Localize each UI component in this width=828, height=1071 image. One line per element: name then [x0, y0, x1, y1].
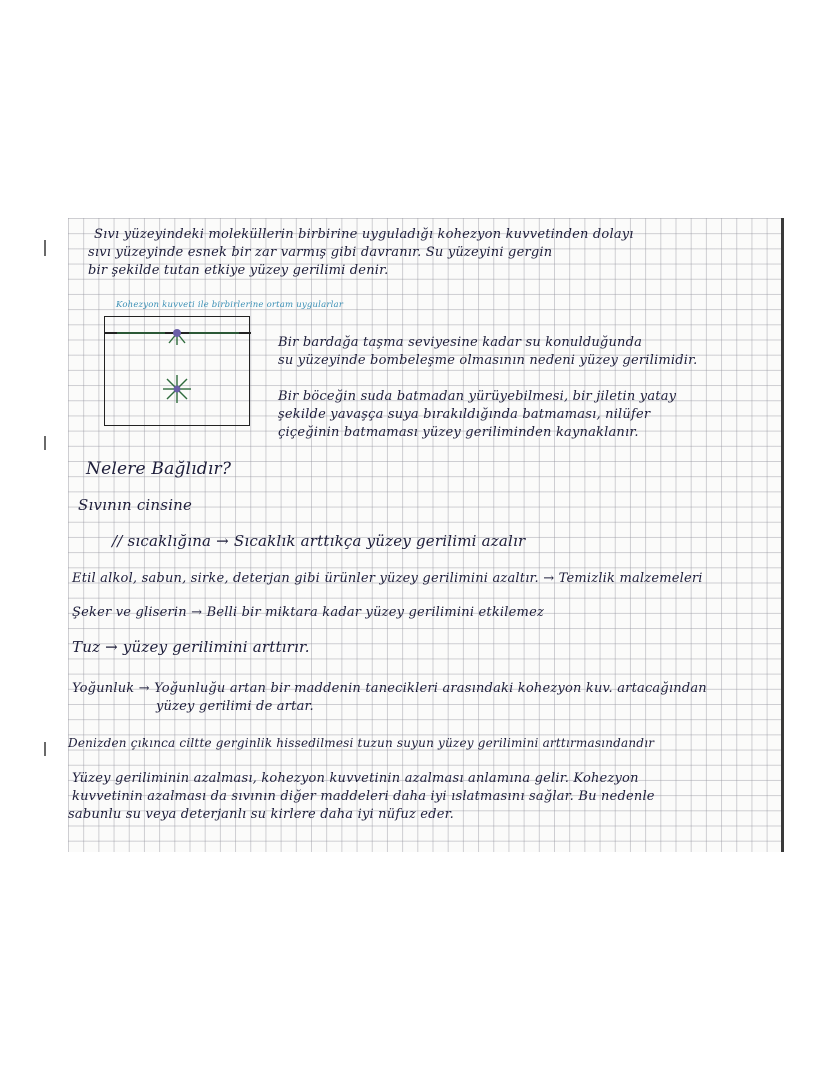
margin-tick: [44, 240, 46, 256]
factor-line-5: Tuz → yüzey gerilimini arttırır.: [72, 638, 310, 656]
inner-molecule: [174, 386, 181, 393]
example-line-3: Bir böceğin suda batmadan yürüyebilmesi, bir jiletin yatay: [278, 389, 677, 404]
factor-line-11: sabunlu su veya deterjanlı su kirlere daha iyi nüfuz eder.: [68, 807, 454, 822]
factor-line-3: Etil alkol, sabun, sirke, deterjan gibi ürünler yüzey gerilimini azaltır. → Temizlik malzemeleri: [72, 571, 703, 586]
example-line-1: Bir bardağa taşma seviyesine kadar su konulduğunda: [278, 335, 643, 350]
section-heading: Nelere Bağlıdır?: [86, 459, 232, 479]
example-line-4: şekilde yavaşça suya bırakıldığında batmaması, nilüfer: [278, 407, 651, 422]
cohesion-diagram-drawing: [105, 317, 251, 427]
example-line-5: çiçeğinin batmaması yüzey geriliminden kaynaklanır.: [278, 425, 639, 440]
factor-line-4: Şeker ve gliserin → Belli bir miktara kadar yüzey gerilimini etkilemez: [72, 605, 545, 620]
intro-line-1: Sıvı yüzeyindeki moleküllerin birbirine uyguladığı kohezyon kuvvetinden dolayı: [94, 227, 634, 242]
surface-molecule: [173, 329, 181, 337]
margin-tick: [44, 436, 46, 450]
example-line-2: su yüzeyinde bombeleşme olmasının nedeni yüzey gerilimidir.: [278, 353, 698, 368]
intro-line-3: bir şekilde tutan etkiye yüzey gerilimi denir.: [88, 263, 389, 278]
factor-line-2: // sıcaklığına → Sıcaklık arttıkça yüzey gerilimi azalır: [112, 532, 526, 550]
margin-tick: [44, 742, 46, 756]
factor-line-10: kuvvetinin azalması da sıvının diğer maddeleri daha iyi ıslatmasını sağlar. Bu nedenle: [72, 789, 655, 804]
factor-line-7: yüzey gerilimi de artar.: [156, 699, 314, 714]
cohesion-diagram: [104, 316, 250, 426]
factor-line-6: Yoğunluk → Yoğunluğu artan bir maddenin tanecikleri arasındaki kohezyon kuv. artacağından: [72, 681, 707, 696]
intro-line-2: sıvı yüzeyinde esnek bir zar varmış gibi davranır. Su yüzeyini gergin: [88, 245, 553, 260]
factor-line-9: Yüzey geriliminin azalması, kohezyon kuvvetinin azalması anlamına gelir. Kohezyon: [72, 771, 639, 786]
notebook-page: [68, 218, 784, 852]
factor-line-8: Denizden çıkınca ciltte gerginlik hissedilmesi tuzun suyun yüzey gerilimini arttırmasındandır: [68, 736, 655, 750]
diagram-note: Kohezyon kuvveti ile birbirlerine ortam uygularlar: [116, 300, 344, 310]
factor-line-1: Sıvının cinsine: [78, 496, 193, 514]
